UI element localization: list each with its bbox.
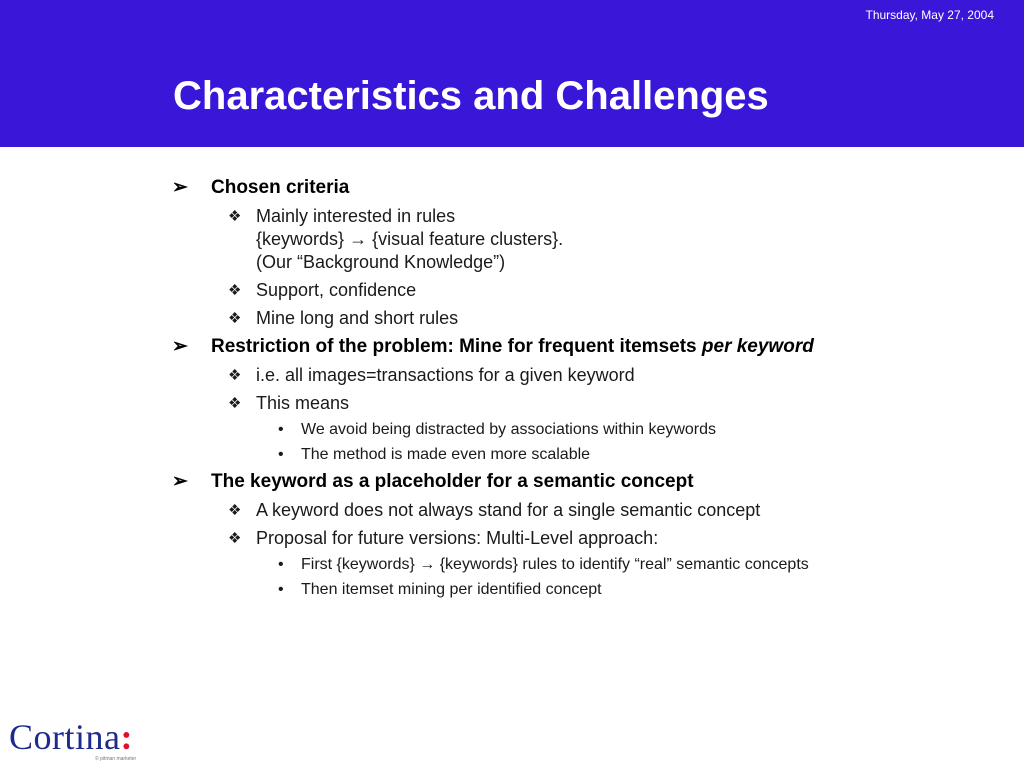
rule-lhs: First {keywords}: [301, 556, 420, 573]
sub-sub-bullet-first-rules: [172, 555, 872, 575]
sub-sub-bullet-text: We avoid being distracted by associations within keywords: [301, 421, 717, 438]
dot-bullet-icon: •: [278, 421, 284, 438]
bullet-label: Restriction of the problem: Mine for frequent itemsets: [211, 336, 702, 357]
sub-bullet-text: i.e. all images=transactions for a given keyword: [256, 365, 635, 385]
sub-bullet-text: Mine long and short rules: [256, 308, 459, 328]
logo-subtext: © pitman marketer: [95, 756, 137, 762]
sub-bullet-text: This means: [256, 393, 350, 413]
diamond-bullet-icon: ❖: [228, 502, 242, 519]
rule-lhs: {keywords}: [256, 229, 350, 249]
bullet-chosen-criteria: [172, 176, 872, 200]
arrow-bullet-icon: ➢: [172, 471, 188, 492]
bullet-label: The keyword as a placeholder for a semantic concept: [211, 471, 694, 492]
logo-colon: :: [120, 717, 133, 757]
arrow-bullet-icon: ➢: [172, 177, 188, 198]
sub-bullet-text: Mainly interested in rules: [256, 206, 456, 226]
sub-sub-bullet-itemset-mining: [172, 580, 872, 600]
header-bar: [0, 0, 1024, 147]
bullet-keyword-placeholder: [172, 470, 872, 494]
sub-bullet-proposal: [172, 527, 872, 550]
sub-bullet-text: Proposal for future versions: Multi-Level approach:: [256, 528, 659, 548]
diamond-bullet-icon: ❖: [228, 208, 242, 225]
sub-bullet-rules: [172, 205, 872, 274]
arrow-bullet-icon: ➢: [172, 336, 188, 357]
diamond-bullet-icon: ❖: [228, 395, 242, 412]
sub-bullet-this-means: [172, 392, 872, 415]
sub-sub-bullet-text: [301, 556, 809, 573]
diamond-bullet-icon: ❖: [228, 530, 242, 547]
dot-bullet-icon: •: [278, 556, 284, 573]
diamond-bullet-icon: ❖: [228, 310, 242, 327]
sub-sub-bullet-text: The method is made even more scalable: [301, 446, 591, 463]
diamond-bullet-icon: ❖: [228, 367, 242, 384]
sub-bullet-text: (Our “Background Knowledge”): [256, 252, 506, 272]
sub-bullet-images: [172, 364, 872, 387]
sub-bullet-text: A keyword does not always stand for a single semantic concept: [256, 500, 761, 520]
date-label: Thursday, May 27, 2004: [865, 8, 994, 22]
rule-rhs: {visual feature clusters}.: [367, 229, 564, 249]
sub-bullet-support: [172, 279, 872, 302]
sub-sub-bullet-distracted: [172, 420, 872, 440]
bullet-label-italic: per keyword: [701, 336, 814, 357]
cortina-logo: [9, 716, 133, 758]
dot-bullet-icon: •: [278, 581, 284, 598]
sub-bullet-text: [256, 228, 872, 251]
dot-bullet-icon: •: [278, 446, 284, 463]
sub-bullet-text: Support, confidence: [256, 280, 417, 300]
arrow-icon: →: [419, 556, 436, 573]
slide-body: [172, 176, 872, 600]
rule-rhs: {keywords} rules to identify “real” semantic concepts: [435, 556, 809, 573]
sub-bullet-mine-rules: [172, 307, 872, 330]
sub-sub-bullet-text: Then itemset mining per identified concept: [301, 581, 602, 598]
bullet-label: Chosen criteria: [211, 177, 350, 198]
sub-sub-bullet-scalable: [172, 445, 872, 465]
bullet-restriction: [172, 335, 872, 359]
sub-bullet-single-concept: [172, 499, 872, 522]
arrow-icon: →: [349, 229, 368, 249]
diamond-bullet-icon: ❖: [228, 282, 242, 299]
slide-title: Characteristics and Challenges: [173, 74, 769, 118]
logo-name: Cortina: [9, 717, 121, 757]
